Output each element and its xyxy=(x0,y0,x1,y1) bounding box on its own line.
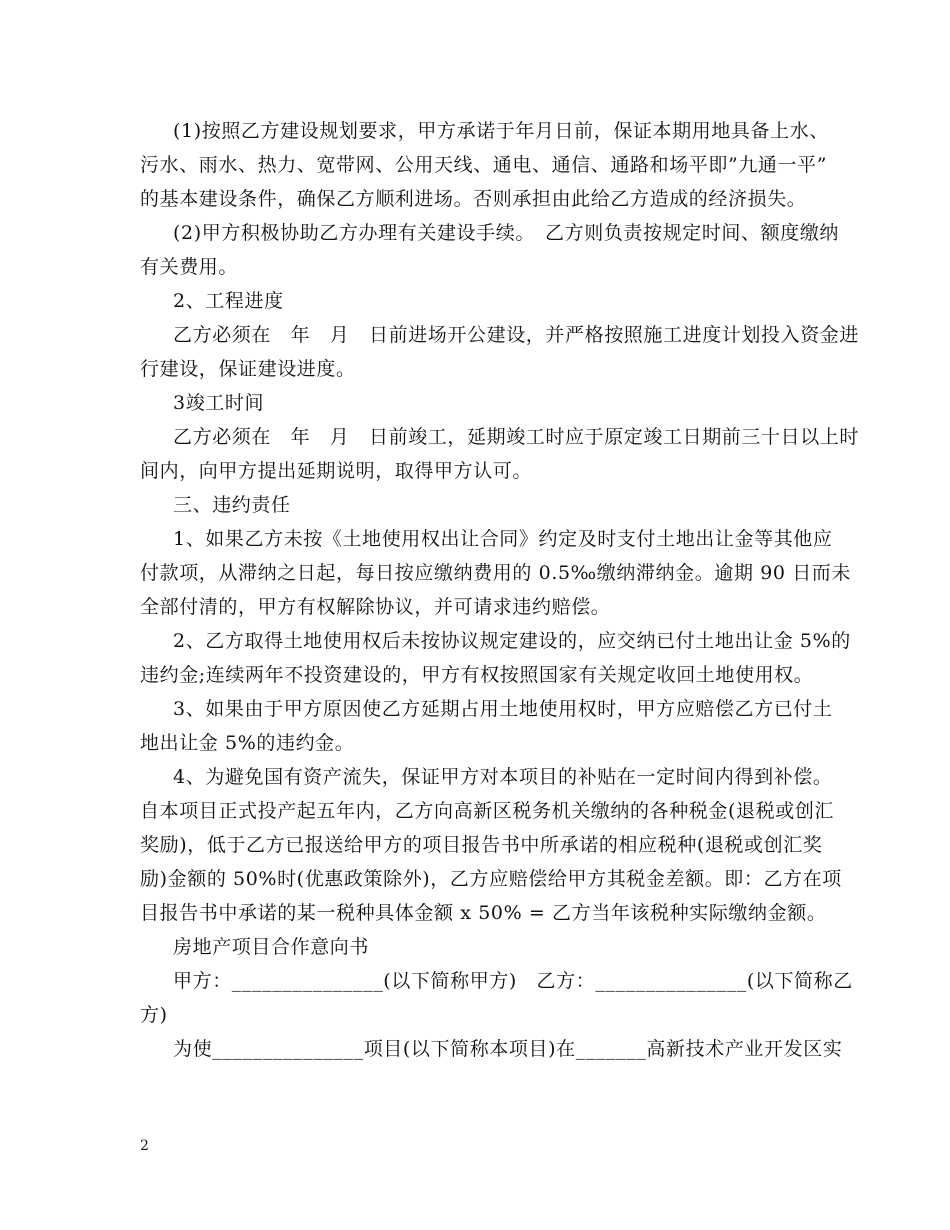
paragraph-line: 4、为避免国有资产流失，保证甲方对本项目的补贴在一定时间内得到补偿。 xyxy=(173,766,833,788)
section-heading: 2、工程进度 xyxy=(173,290,284,312)
paragraph-line: 乙方必须在 年 月 日前竣工，延期竣工时应于原定竣工日期前三十日以上时 xyxy=(173,426,860,448)
paragraph-line: 违约金;连续两年不投资建设的，甲方有权按照国家有关规定收回土地使用权。 xyxy=(140,664,814,686)
paragraph-line: 的基本建设条件，确保乙方顺利进场。否则承担由此给乙方造成的经济损失。 xyxy=(140,188,807,210)
paragraph-line: 励)金额的 50%时(优惠政策除外)，乙方应赔偿给甲方其税金差额。即：乙方在项 xyxy=(140,868,842,890)
paragraph-line: 污水、雨水、热力、宽带网、公用天线、通电、通信、通路和场平即”九通一平” xyxy=(140,154,828,176)
paragraph-line: 2、乙方取得土地使用权后未按协议规定建设的，应交纳已付土地出让金 5%的 xyxy=(173,630,851,652)
paragraph-line: 奖励)，低于乙方已报送给甲方的项目报告书中所承诺的相应税种(退税或创汇奖 xyxy=(140,834,823,856)
paragraph-line: 方) xyxy=(140,1004,168,1026)
paragraph-line: 有关费用。 xyxy=(140,256,239,278)
paragraph-line: 为使_______________项目(以下简称本项目)在_______高新技术产业开发区实 xyxy=(173,1038,843,1060)
paragraph-line: 全部付清的，甲方有权解除协议，并可请求违约赔偿。 xyxy=(140,596,611,618)
section-heading: 三、违约责任 xyxy=(173,494,291,516)
page-number: 2 xyxy=(140,1138,149,1154)
paragraph-line: 付款项，从滞纳之日起，每日按应缴纳费用的 0.5‰缴纳滞纳金。逾期 90 日而未 xyxy=(140,562,852,584)
section-heading: 3竣工时间 xyxy=(173,392,265,414)
paragraph-line: 行建设，保证建设进度。 xyxy=(140,358,356,380)
paragraph-line: 目报告书中承诺的某一税种具体金额 x 50% = 乙方当年该税种实际缴纳金额。 xyxy=(140,902,827,924)
paragraph-line: (2)甲方积极协助乙方办理有关建设手续。 乙方则负责按规定时间、额度缴纳 xyxy=(173,222,840,244)
paragraph-line: 3、如果由于甲方原因使乙方延期占用土地使用权时，甲方应赔偿乙方已付土 xyxy=(173,698,833,720)
paragraph-line: 自本项目正式投产起五年内，乙方向高新区税务机关缴纳的各种税金(退税或创汇 xyxy=(140,800,835,822)
paragraph-line: (1)按照乙方建设规划要求，甲方承诺于年月日前，保证本期用地具备上水、 xyxy=(173,120,829,142)
paragraph-line: 甲方：_______________(以下简称甲方) 乙方：_______________(以下简称乙 xyxy=(173,970,853,992)
document-title: 房地产项目合作意向书 xyxy=(173,936,370,958)
paragraph-line: 地出让金 5%的违约金。 xyxy=(140,732,355,754)
paragraph-line: 乙方必须在 年 月 日前进场开公建设，并严格按照施工进度计划投入资金进 xyxy=(173,324,860,346)
paragraph-line: 间内，向甲方提出延期说明，取得甲方认可。 xyxy=(140,460,533,482)
paragraph-line: 1、如果乙方未按《土地使用权出让合同》约定及时支付土地出让金等其他应 xyxy=(173,528,833,550)
